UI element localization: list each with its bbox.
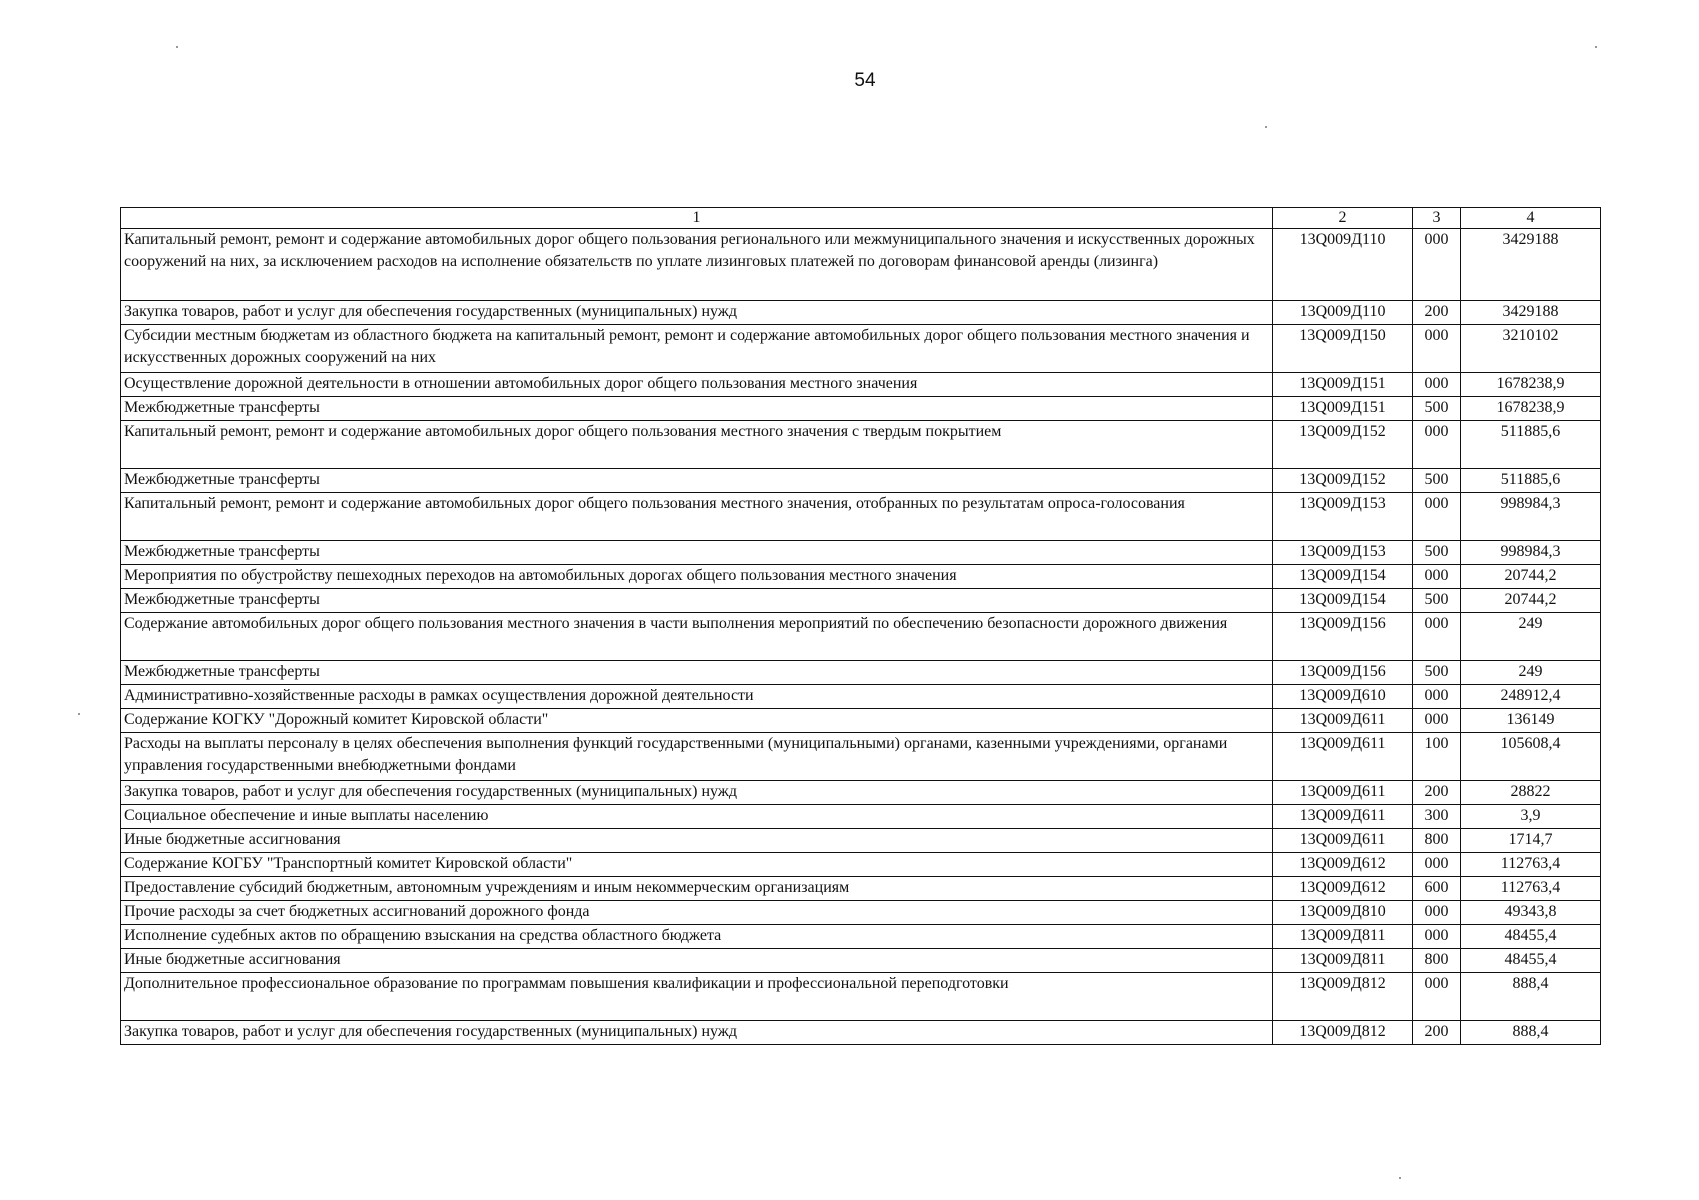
row-type-cell: 000: [1413, 685, 1461, 709]
row-name-cell: Содержание автомобильных дорог общего пользования местного значения в части выполнения мероприятий по обеспечению безопасности дорожного движения: [121, 613, 1273, 661]
row-amount-cell: 105608,4: [1461, 733, 1601, 781]
row-code-cell: 13Q009Д153: [1273, 541, 1413, 565]
row-type-cell: 800: [1413, 949, 1461, 973]
row-type-cell: 000: [1413, 973, 1461, 1021]
row-code-cell: 13Q009Д812: [1273, 973, 1413, 1021]
row-name-cell: Прочие расходы за счет бюджетных ассигнований дорожного фонда: [121, 901, 1273, 925]
scan-speck: [1265, 126, 1267, 128]
table-row: [121, 973, 1601, 1021]
row-type-cell: 000: [1413, 325, 1461, 373]
table-row: [121, 901, 1601, 925]
row-amount-cell: 20744,2: [1461, 589, 1601, 613]
row-amount-cell: 1714,7: [1461, 829, 1601, 853]
table-row: [121, 397, 1601, 421]
row-type-cell: 500: [1413, 469, 1461, 493]
row-name-cell: Капитальный ремонт, ремонт и содержание автомобильных дорог общего пользования местного значения с твердым покрытием: [121, 421, 1273, 469]
row-code-cell: 13Q009Д156: [1273, 613, 1413, 661]
table-row: [121, 541, 1601, 565]
row-name-cell: Дополнительное профессиональное образование по программам повышения квалификации и профессиональной переподготовки: [121, 973, 1273, 1021]
row-name-cell: Межбюджетные трансферты: [121, 397, 1273, 421]
table-row: [121, 613, 1601, 661]
row-amount-cell: 3429188: [1461, 301, 1601, 325]
row-amount-cell: 248912,4: [1461, 685, 1601, 709]
row-type-cell: 000: [1413, 901, 1461, 925]
row-name-cell: Административно-хозяйственные расходы в рамках осуществления дорожной деятельности: [121, 685, 1273, 709]
row-type-cell: 000: [1413, 709, 1461, 733]
page-number: 54: [854, 70, 876, 91]
row-code-cell: 13Q009Д811: [1273, 949, 1413, 973]
row-amount-cell: 1678238,9: [1461, 397, 1601, 421]
table-row: [121, 877, 1601, 901]
table-row: [121, 949, 1601, 973]
row-type-cell: 000: [1413, 925, 1461, 949]
table-row: [121, 685, 1601, 709]
row-amount-cell: 136149: [1461, 709, 1601, 733]
row-name-cell: Межбюджетные трансферты: [121, 661, 1273, 685]
row-name-cell: Иные бюджетные ассигнования: [121, 829, 1273, 853]
table-row: [121, 373, 1601, 397]
row-name-cell: Закупка товаров, работ и услуг для обеспечения государственных (муниципальных) нужд: [121, 301, 1273, 325]
row-code-cell: 13Q009Д810: [1273, 901, 1413, 925]
row-code-cell: 13Q009Д150: [1273, 325, 1413, 373]
row-name-cell: Капитальный ремонт, ремонт и содержание автомобильных дорог общего пользования местного значения, отобранных по результатам опроса-голосования: [121, 493, 1273, 541]
row-amount-cell: 3429188: [1461, 229, 1601, 301]
row-type-cell: 000: [1413, 421, 1461, 469]
row-amount-cell: 998984,3: [1461, 541, 1601, 565]
row-type-cell: 800: [1413, 829, 1461, 853]
table-row: [121, 709, 1601, 733]
row-type-cell: 600: [1413, 877, 1461, 901]
row-code-cell: 13Q009Д110: [1273, 229, 1413, 301]
row-code-cell: 13Q009Д611: [1273, 829, 1413, 853]
row-code-cell: 13Q009Д611: [1273, 709, 1413, 733]
table-row: [121, 421, 1601, 469]
row-type-cell: 000: [1413, 493, 1461, 541]
row-name-cell: Иные бюджетные ассигнования: [121, 949, 1273, 973]
row-type-cell: 300: [1413, 805, 1461, 829]
table-row: [121, 469, 1601, 493]
table-row: [121, 733, 1601, 781]
row-type-cell: 000: [1413, 853, 1461, 877]
row-type-cell: 200: [1413, 1021, 1461, 1045]
budget-table-body: [121, 208, 1601, 1045]
table-row: [121, 493, 1601, 541]
scan-speck: [78, 713, 80, 715]
row-amount-cell: 3210102: [1461, 325, 1601, 373]
row-amount-cell: 511885,6: [1461, 469, 1601, 493]
row-code-cell: 13Q009Д156: [1273, 661, 1413, 685]
row-code-cell: 13Q009Д812: [1273, 1021, 1413, 1045]
row-code-cell: 13Q009Д151: [1273, 373, 1413, 397]
row-name-cell: Субсидии местным бюджетам из областного бюджета на капитальный ремонт, ремонт и содержание автомобильных дорог общего пользования местного значения и искусственных дорожных сооружений на них: [121, 325, 1273, 373]
row-amount-cell: 1678238,9: [1461, 373, 1601, 397]
row-amount-cell: 888,4: [1461, 973, 1601, 1021]
row-amount-cell: 3,9: [1461, 805, 1601, 829]
table-row: [121, 805, 1601, 829]
row-amount-cell: 998984,3: [1461, 493, 1601, 541]
row-code-cell: 13Q009Д811: [1273, 925, 1413, 949]
row-type-cell: 500: [1413, 661, 1461, 685]
row-code-cell: 13Q009Д611: [1273, 781, 1413, 805]
row-type-cell: 000: [1413, 565, 1461, 589]
row-name-cell: Содержание КОГБУ "Транспортный комитет Кировской области": [121, 853, 1273, 877]
table-row: [121, 853, 1601, 877]
row-name-cell: Социальное обеспечение и иные выплаты населению: [121, 805, 1273, 829]
row-name-cell: Капитальный ремонт, ремонт и содержание автомобильных дорог общего пользования регионального или межмуниципального значения и искусственных дорожных сооружений на них, за исключением расходов на исполнение обязательств по уплате лизинговых платежей по договорам финансовой аренды (лизинга): [121, 229, 1273, 301]
row-name-cell: Межбюджетные трансферты: [121, 541, 1273, 565]
row-amount-cell: 112763,4: [1461, 853, 1601, 877]
table-row: [121, 1021, 1601, 1045]
row-code-cell: 13Q009Д152: [1273, 421, 1413, 469]
table-row: [121, 229, 1601, 301]
row-name-cell: Содержание КОГКУ "Дорожный комитет Кировской области": [121, 709, 1273, 733]
scan-speck: [1399, 1177, 1401, 1179]
row-amount-cell: 249: [1461, 661, 1601, 685]
row-amount-cell: 48455,4: [1461, 949, 1601, 973]
row-code-cell: 13Q009Д110: [1273, 301, 1413, 325]
table-row: [121, 661, 1601, 685]
row-code-cell: 13Q009Д153: [1273, 493, 1413, 541]
row-name-cell: Предоставление субсидий бюджетным, автономным учреждениям и иным некоммерческим организациям: [121, 877, 1273, 901]
row-type-cell: 000: [1413, 229, 1461, 301]
row-code-cell: 13Q009Д152: [1273, 469, 1413, 493]
row-name-cell: Исполнение судебных актов по обращению взыскания на средства областного бюджета: [121, 925, 1273, 949]
table-row: [121, 301, 1601, 325]
scan-speck: [1595, 46, 1597, 48]
row-amount-cell: 112763,4: [1461, 877, 1601, 901]
row-name-cell: Расходы на выплаты персоналу в целях обеспечения выполнения функций государственными (муниципальными) органами, казенными учреждениями, органами управления государственными внебюджетными фондами: [121, 733, 1273, 781]
row-type-cell: 100: [1413, 733, 1461, 781]
row-name-cell: Межбюджетные трансферты: [121, 469, 1273, 493]
row-name-cell: Закупка товаров, работ и услуг для обеспечения государственных (муниципальных) нужд: [121, 1021, 1273, 1045]
row-name-cell: Мероприятия по обустройству пешеходных переходов на автомобильных дорогах общего пользования местного значения: [121, 565, 1273, 589]
row-amount-cell: 20744,2: [1461, 565, 1601, 589]
row-name-cell: Закупка товаров, работ и услуг для обеспечения государственных (муниципальных) нужд: [121, 781, 1273, 805]
row-code-cell: 13Q009Д154: [1273, 565, 1413, 589]
table-row: [121, 325, 1601, 373]
table-row: [121, 829, 1601, 853]
row-name-cell: Осуществление дорожной деятельности в отношении автомобильных дорог общего пользования местного значения: [121, 373, 1273, 397]
row-amount-cell: 28822: [1461, 781, 1601, 805]
row-amount-cell: 511885,6: [1461, 421, 1601, 469]
table-row: [121, 781, 1601, 805]
row-code-cell: 13Q009Д612: [1273, 877, 1413, 901]
header-cell-2: 2: [1273, 208, 1413, 229]
row-name-cell: Межбюджетные трансферты: [121, 589, 1273, 613]
row-amount-cell: 888,4: [1461, 1021, 1601, 1045]
table-row: [121, 925, 1601, 949]
budget-table: [120, 207, 1601, 1045]
row-amount-cell: 48455,4: [1461, 925, 1601, 949]
table-row: [121, 589, 1601, 613]
row-type-cell: 200: [1413, 301, 1461, 325]
header-cell-1: 1: [121, 208, 1273, 229]
row-code-cell: 13Q009Д610: [1273, 685, 1413, 709]
row-type-cell: 500: [1413, 589, 1461, 613]
scan-speck: [176, 46, 178, 48]
row-type-cell: 000: [1413, 373, 1461, 397]
row-code-cell: 13Q009Д154: [1273, 589, 1413, 613]
row-code-cell: 13Q009Д151: [1273, 397, 1413, 421]
row-amount-cell: 249: [1461, 613, 1601, 661]
row-type-cell: 200: [1413, 781, 1461, 805]
header-cell-4: 4: [1461, 208, 1601, 229]
row-type-cell: 500: [1413, 397, 1461, 421]
row-amount-cell: 49343,8: [1461, 901, 1601, 925]
row-type-cell: 500: [1413, 541, 1461, 565]
row-code-cell: 13Q009Д611: [1273, 733, 1413, 781]
table-row: [121, 565, 1601, 589]
row-code-cell: 13Q009Д612: [1273, 853, 1413, 877]
row-code-cell: 13Q009Д611: [1273, 805, 1413, 829]
header-row: [121, 208, 1601, 229]
row-type-cell: 000: [1413, 613, 1461, 661]
header-cell-3: 3: [1413, 208, 1461, 229]
